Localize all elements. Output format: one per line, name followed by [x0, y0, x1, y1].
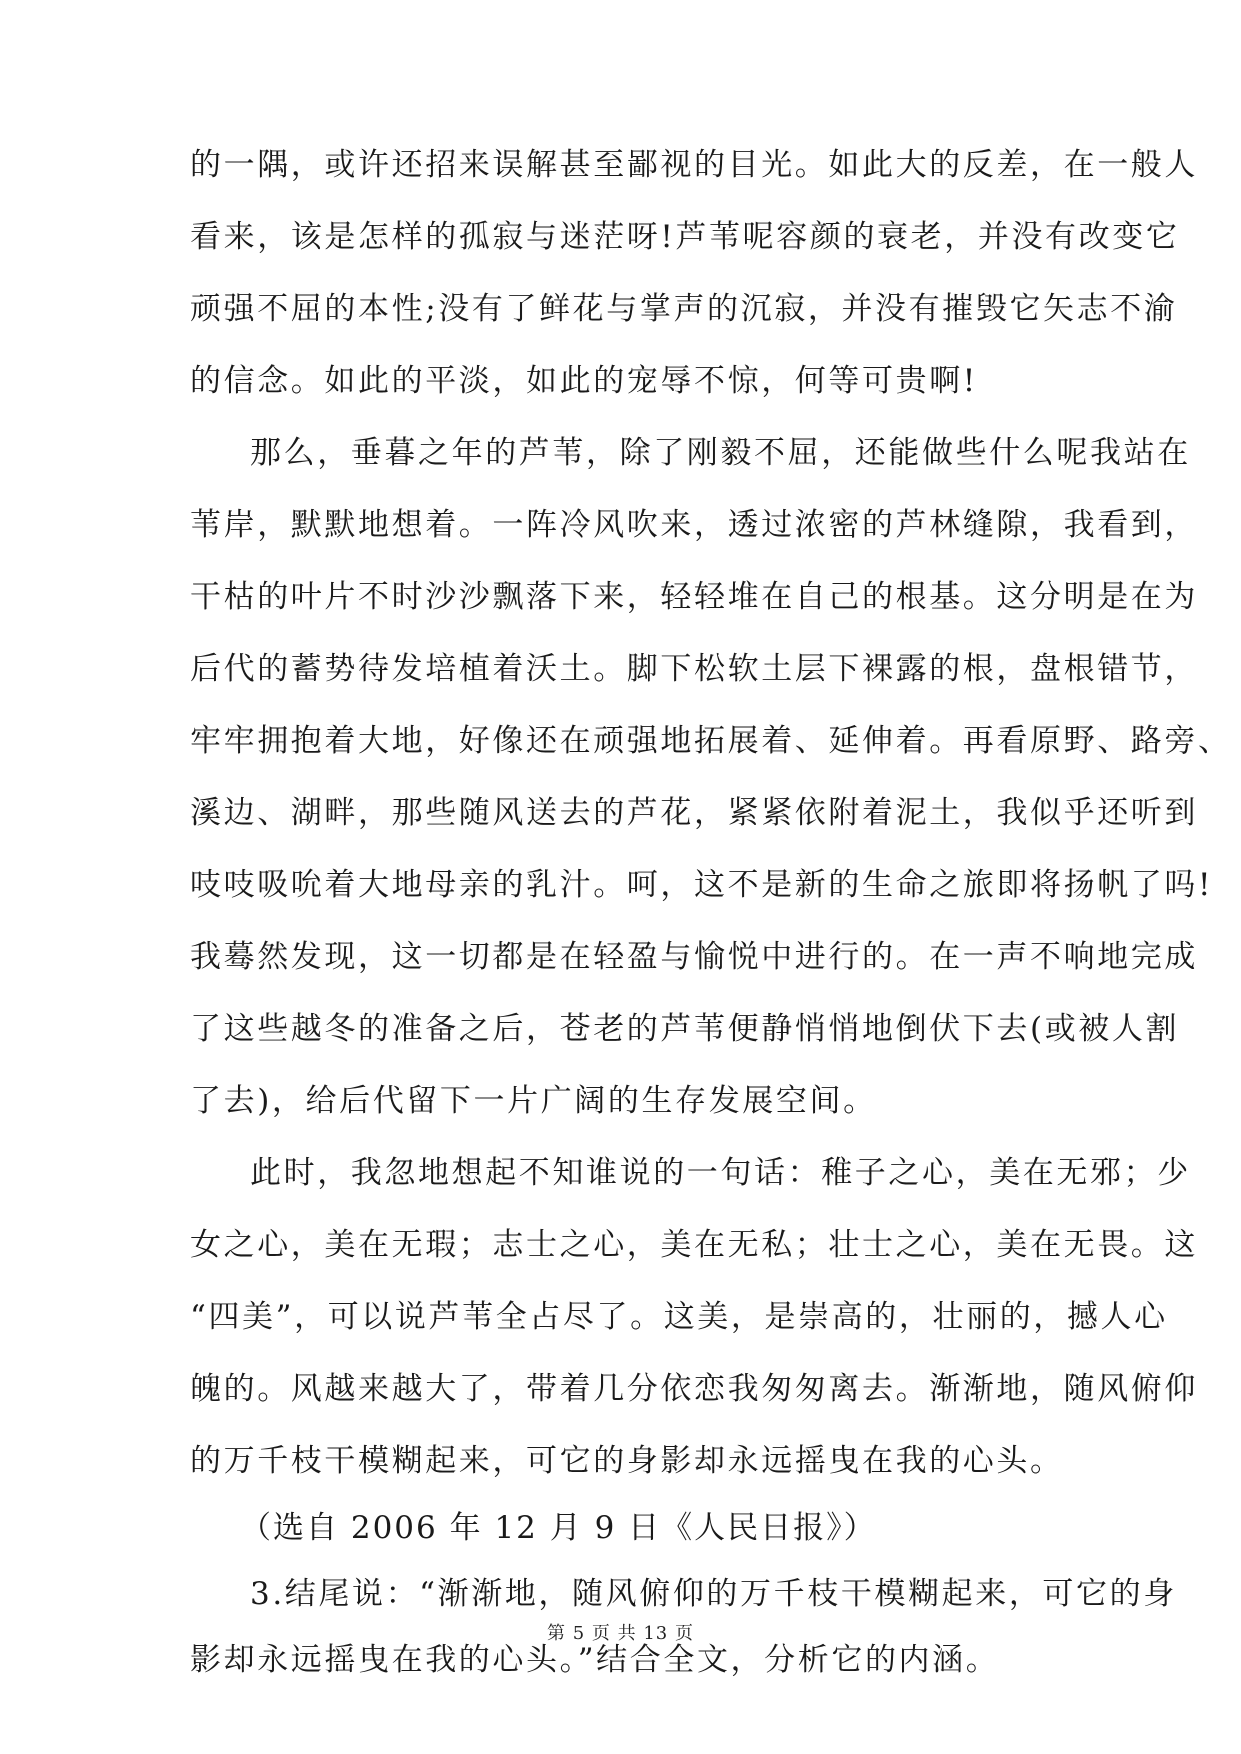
text-line: “四美”，可以说芦苇全占尽了。这美，是崇高的，壮丽的，撼人心: [190, 1299, 1168, 1335]
source-citation: （选自 2006 年 12 月 9 日《人民日报》）: [240, 1510, 877, 1546]
paragraph-start-line: 那么，垂暮之年的芦苇，除了刚毅不屈，还能做些什么呢我站在: [250, 435, 1191, 471]
text-line: 后代的蓄势待发培植着沃土。脚下松软土层下裸露的根，盘根错节，: [190, 651, 1198, 687]
text-line: 顽强不屈的本性;没有了鲜花与掌声的沉寂，并没有摧毁它矢志不渝: [190, 291, 1178, 327]
text-line: 看来，该是怎样的孤寂与迷茫呀!芦苇呢容颜的衰老，并没有改变它: [190, 219, 1180, 255]
text-line: 我蓦然发现，这一切都是在轻盈与愉悦中进行的。在一声不响地完成: [190, 939, 1198, 975]
question-line: 3.结尾说：“渐渐地，随风俯仰的万千枝干模糊起来，可它的身: [250, 1576, 1177, 1612]
text-line: 了去)，给后代留下一片广阔的生存发展空间。: [190, 1083, 877, 1119]
paragraph-start-line: 此时，我忽地想起不知谁说的一句话：稚子之心，美在无邪；少: [250, 1155, 1191, 1191]
text-line: 的一隅，或许还招来误解甚至鄙视的目光。如此大的反差，在一般人: [190, 147, 1198, 183]
text-line: 溪边、湖畔，那些随风送去的芦花，紧紧依附着泥土，我似乎还听到: [190, 795, 1198, 831]
text-line: 干枯的叶片不时沙沙飘落下来，轻轻堆在自己的根基。这分明是在为: [190, 579, 1198, 615]
text-line: 的信念。如此的平淡，如此的宠辱不惊，何等可贵啊!: [190, 363, 978, 399]
text-line: 的万千枝干模糊起来，可它的身影却永远摇曳在我的心头。: [190, 1443, 1064, 1479]
page-number-footer: 第 5 页 共 13 页: [547, 1623, 694, 1644]
text-line: 了这些越冬的准备之后，苍老的芦苇便静悄悄地倒伏下去(或被人割: [190, 1011, 1180, 1047]
text-line: 牢牢拥抱着大地，好像还在顽强地拓展着、延伸着。再看原野、路旁、: [190, 723, 1232, 759]
text-line: 苇岸，默默地想着。一阵冷风吹来，透过浓密的芦林缝隙，我看到，: [190, 507, 1198, 543]
text-line: 女之心，美在无瑕；志士之心，美在无私；壮士之心，美在无畏。这: [190, 1227, 1198, 1263]
text-line: 魄的。风越来越大了，带着几分依恋我匆匆离去。渐渐地，随风俯仰: [190, 1371, 1198, 1407]
text-line: 吱吱吸吮着大地母亲的乳汁。呵，这不是新的生命之旅即将扬帆了吗!: [190, 867, 1214, 903]
question-line: 影却永远摇曳在我的心头。”结合全文，分析它的内涵。: [190, 1642, 1000, 1678]
